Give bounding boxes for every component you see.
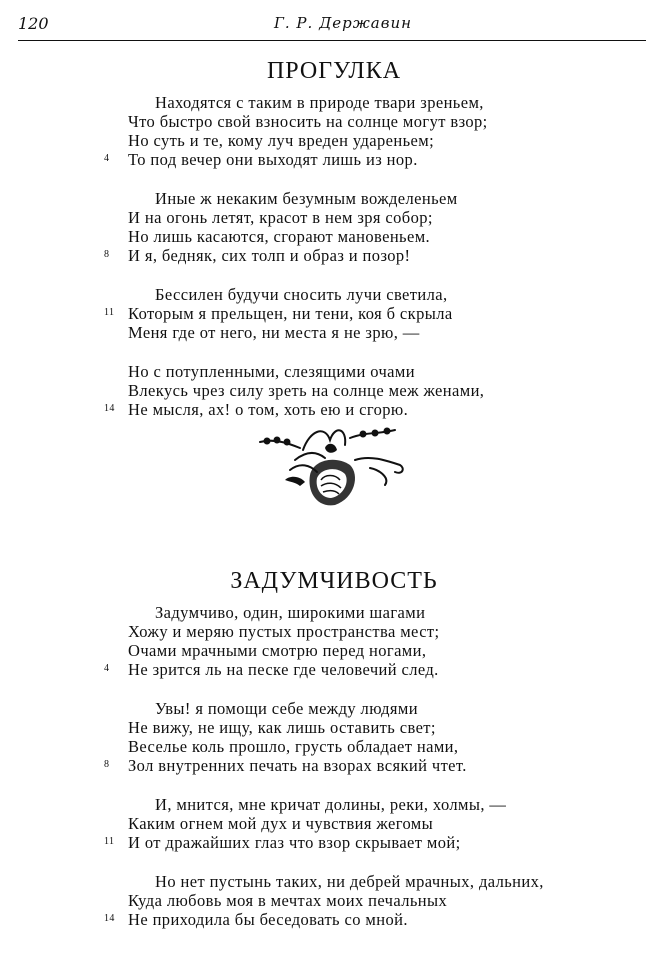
verse-line — [0, 285, 668, 304]
verse-text: Увы! я помощи себе между людями — [155, 699, 418, 718]
verse-line — [0, 227, 668, 246]
poem-progulka — [0, 93, 668, 439]
stanza — [0, 285, 668, 342]
verse-line — [0, 93, 668, 112]
verse-line — [0, 718, 668, 737]
verse-text: Влекусь чрез силу зреть на солнце меж женами, — [128, 381, 485, 400]
floral-vignette-icon — [255, 420, 415, 515]
verse-line — [0, 381, 668, 400]
verse-line — [0, 304, 668, 323]
verse-text: Иные ж некаким безумным вожделеньем — [155, 189, 458, 208]
verse-line — [0, 208, 668, 227]
verse-line — [0, 362, 668, 381]
verse-line — [0, 622, 668, 641]
stanza — [0, 93, 668, 169]
verse-line — [0, 833, 668, 852]
verse-text: То под вечер они выходят лишь из нор. — [128, 150, 418, 169]
stanza — [0, 189, 668, 265]
verse-text: Каким огнем мой дух и чувствия жегомы — [128, 814, 434, 833]
verse-line — [0, 246, 668, 265]
verse-line — [0, 189, 668, 208]
verse-text: Но лишь касаются, сгорают мановеньем. — [128, 227, 431, 246]
verse-line — [0, 737, 668, 756]
page-number: 120 — [18, 14, 49, 33]
line-number: 11 — [104, 307, 115, 318]
running-head-author: Г. Р. Державин — [273, 14, 413, 32]
verse-line — [0, 112, 668, 131]
verse-text: Не вижу, не ищу, как лишь оставить свет; — [128, 718, 436, 737]
verse-line — [0, 400, 668, 419]
verse-line — [0, 150, 668, 169]
verse-line — [0, 660, 668, 679]
verse-text: И от дражайших глаз что взор скрывает мой; — [128, 833, 461, 852]
stanza — [0, 603, 668, 679]
verse-text: Что быстро свой взносить на солнце могут взор; — [128, 112, 488, 131]
verse-text: Но суть и те, кому луч вреден удареньем; — [128, 131, 435, 150]
line-number: 8 — [104, 759, 110, 770]
verse-text: И, мнится, мне кричат долины, реки, холмы, — — [155, 795, 507, 814]
verse-line — [0, 641, 668, 660]
verse-line — [0, 814, 668, 833]
line-number: 4 — [104, 663, 110, 674]
verse-line — [0, 756, 668, 775]
verse-line — [0, 795, 668, 814]
verse-text: Находятся с таким в природе твари зреньем, — [155, 93, 484, 112]
line-number: 14 — [104, 913, 115, 924]
verse-text: И я, бедняк, сих толп и образ и позор! — [128, 246, 411, 265]
stanza — [0, 362, 668, 419]
verse-text: Веселье коль прошло, грусть обладает нами, — [128, 737, 459, 756]
stanza — [0, 872, 668, 929]
verse-line — [0, 910, 668, 929]
verse-line — [0, 603, 668, 622]
verse-text: Хожу и меряю пустых пространства мест; — [128, 622, 440, 641]
stanza — [0, 795, 668, 852]
verse-text: Но нет пустынь таких, ни дебрей мрачных, дальних, — [155, 872, 544, 891]
line-number: 14 — [104, 403, 115, 414]
verse-text: Не зрится ль на песке где человечий след. — [128, 660, 439, 679]
poem-title-progulka: ПРОГУЛКА — [266, 58, 402, 84]
poem-zadumchivost — [0, 603, 668, 949]
verse-line — [0, 323, 668, 342]
verse-text: Но с потупленными, слезящими очами — [128, 362, 415, 381]
running-header — [18, 12, 646, 41]
verse-text: Куда любовь моя в мечтах моих печальных — [128, 891, 448, 910]
verse-text: Бессилен будучи сносить лучи светила, — [155, 285, 448, 304]
verse-text: Задумчиво, один, широкими шагами — [155, 603, 426, 622]
line-number: 4 — [104, 153, 110, 164]
verse-text: Не мысля, ах! о том, хоть ею и сгорю. — [128, 400, 409, 419]
verse-text: И на огонь летят, красот в нем зря собор; — [128, 208, 433, 227]
verse-line — [0, 872, 668, 891]
verse-line — [0, 699, 668, 718]
verse-text: Меня где от него, ни места я не зрю, — — [128, 323, 420, 342]
verse-text: Которым я прельщен, ни тени, коя б скрыла — [128, 304, 453, 323]
verse-text: Очами мрачными смотрю перед ногами, — [128, 641, 427, 660]
poem-title-zadumchivost: ЗАДУМЧИВОСТЬ — [230, 568, 438, 594]
line-number: 11 — [104, 836, 115, 847]
verse-text: Зол внутренних печать на взорах всякий чтет. — [128, 756, 467, 775]
verse-text: Не приходила бы беседовать со мной. — [128, 910, 408, 929]
stanza — [0, 699, 668, 775]
verse-line — [0, 891, 668, 910]
line-number: 8 — [104, 249, 110, 260]
verse-line — [0, 131, 668, 150]
